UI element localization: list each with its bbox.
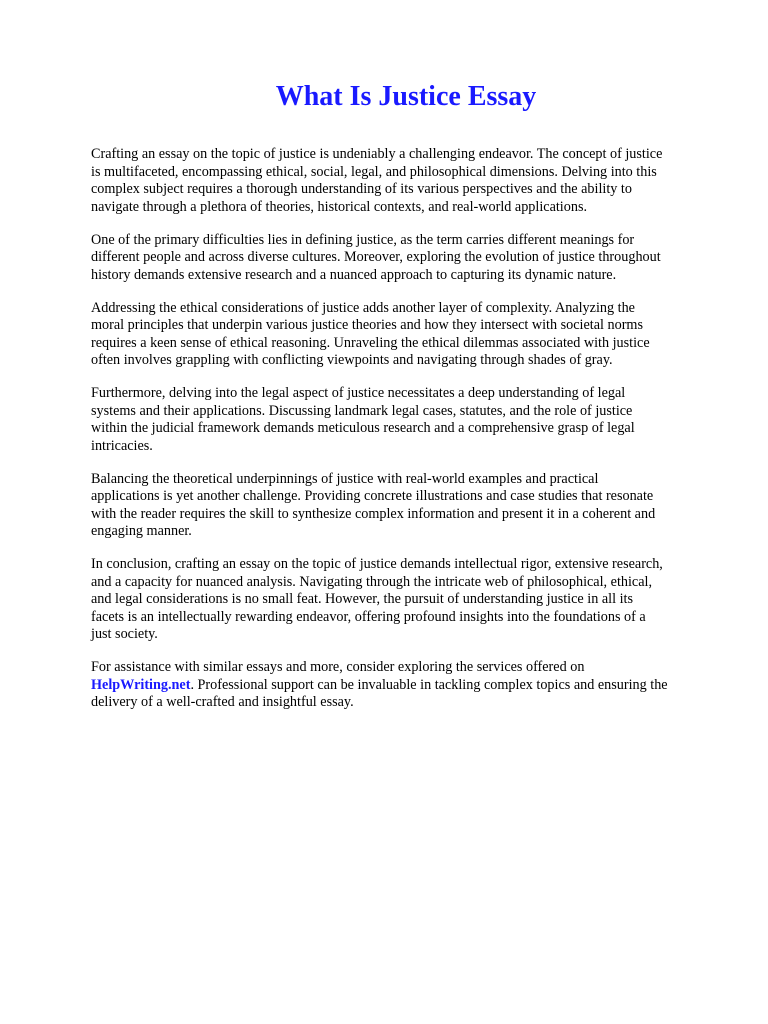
text-line: is multifaceted, encompassing ethical, social, legal, and philosophical dimensions. Delving into this: [91, 163, 657, 180]
text-line: history demands extensive research and a nuanced approach to capturing its dynamic nature.: [91, 266, 617, 283]
text-line: One of the primary difficulties lies in defining justice, as the term carries different meanings for: [91, 231, 635, 248]
paragraph-6: [91, 556, 725, 644]
text-line: Furthermore, delving into the legal aspect of justice necessitates a deep understanding of legal: [91, 385, 626, 401]
text-line: applications is yet another challenge. Providing concrete illustrations and case studies that resonate: [91, 488, 654, 504]
text-line: Balancing the theoretical underpinnings of justice with real-world examples and practical: [91, 470, 599, 487]
text-line: intricacies.: [91, 437, 153, 454]
paragraph-4: [91, 385, 725, 455]
text-fragment: . Professional support can be invaluable in tackling complex topics and ensuring the: [190, 676, 668, 693]
text-line: delivery of a well-crafted and insightful essay.: [91, 694, 354, 710]
text-line: with the reader requires the skill to synthesize complex information and present it in a coherent and: [91, 505, 656, 522]
text-line: often involves grappling with conflicting viewpoints and navigating through shades of gray.: [91, 352, 613, 368]
paragraph-2: [91, 232, 725, 285]
paragraph-3: [91, 300, 725, 370]
text-line: Crafting an essay on the topic of justice is undeniably a challenging endeavor. The concept of justice: [91, 146, 663, 162]
text-line: engaging manner.: [91, 523, 192, 539]
text-line: and a capacity for nuanced analysis. Navigating through the intricate web of philosophical, ethical,: [91, 573, 653, 590]
text-line: navigate through a plethora of theories, historical contexts, and real-world applications.: [91, 198, 588, 215]
text-line: systems and their applications. Discussing landmark legal cases, statutes, and the role of justice: [91, 402, 633, 419]
text-line: Addressing the ethical considerations of justice adds another layer of complexity. Analyzing the: [91, 299, 635, 316]
text-line: within the judicial framework demands meticulous research and a comprehensive grasp of legal: [91, 420, 635, 436]
text-line: facets is an intellectually rewarding endeavor, offering profound insights into the foundations of a: [91, 608, 646, 625]
essay-body: [91, 146, 725, 727]
paragraph-closing: [91, 659, 725, 712]
text-line: requires a keen sense of ethical reasoning. Unraveling the ethical dilemmas associated with justice: [91, 334, 650, 351]
text-line: [91, 677, 725, 695]
helpwriting-link[interactable]: HelpWriting.net: [91, 676, 191, 693]
text-line: moral principles that underpin various justice theories and how they intersect with societal norms: [91, 317, 643, 333]
text-line: different people and across diverse cultures. Moreover, exploring the evolution of justice throughout: [91, 249, 661, 265]
text-line: For assistance with similar essays and more, consider exploring the services offered on: [91, 659, 585, 675]
text-line: complex subject requires a thorough understanding of its various perspectives and the ability to: [91, 181, 632, 197]
text-line: and legal considerations is no small feat. However, the pursuit of understanding justice in all its: [91, 591, 633, 607]
paragraph-1: [91, 146, 725, 216]
text-line: In conclusion, crafting an essay on the topic of justice demands intellectual rigor, extensive research,: [91, 556, 663, 572]
text-line: just society.: [91, 626, 158, 642]
paragraph-5: [91, 471, 725, 541]
page-title: What Is Justice Essay: [275, 81, 537, 112]
